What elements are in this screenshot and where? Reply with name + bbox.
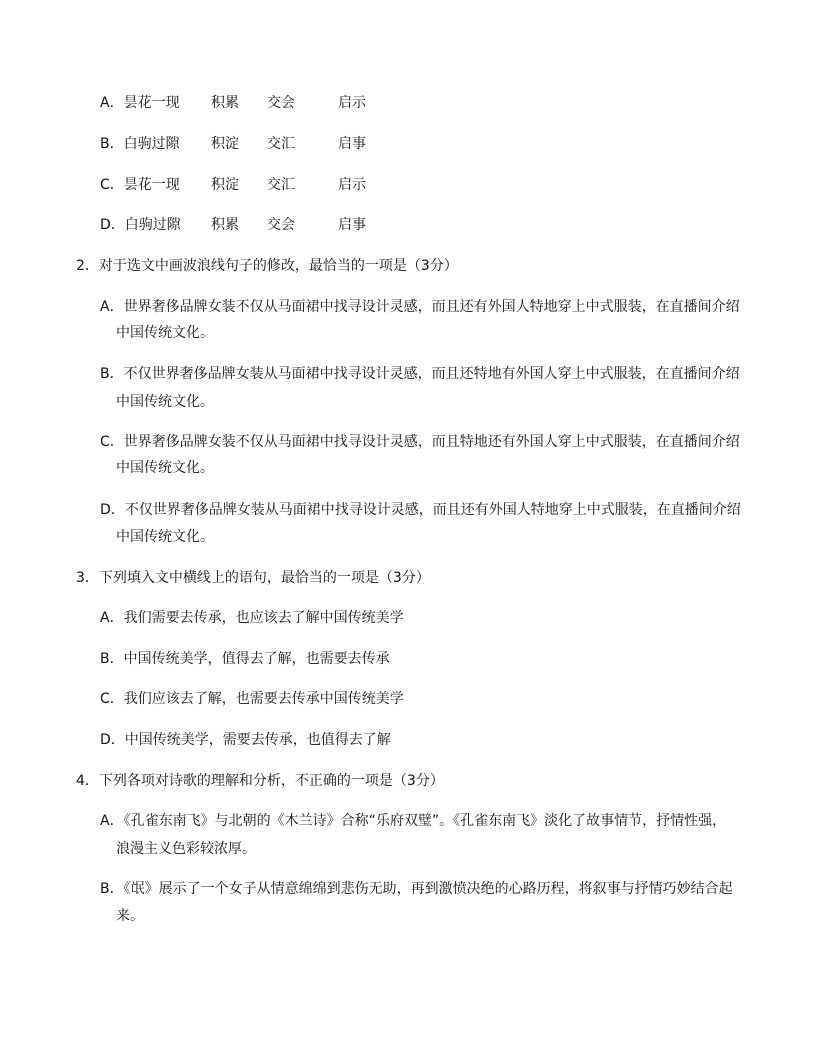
question-stem: 3．下列填入文中横线上的语句，最恰当的一项是（3分） xyxy=(76,570,430,586)
option-word: 交会 xyxy=(267,95,295,111)
q3-option-d: D．中国传统美学，需要去传承，也值得去了解 xyxy=(100,732,391,748)
option-label: D．白驹过隙 xyxy=(100,217,181,233)
q2-option-d: D．不仅世界奢侈品牌女装从马面裙中找寻设计灵感，而且还有外国人特地穿上中式服装，在直播间介绍 xyxy=(100,502,741,518)
option-word: 积累 xyxy=(211,95,239,111)
q2-option-b-cont: 中国传统文化。 xyxy=(116,394,214,410)
q2-option-a: A．世界奢侈品牌女装不仅从马面裙中找寻设计灵感，而且还有外国人特地穿上中式服装，在直播间介绍 xyxy=(100,299,740,315)
question-stem: 4．下列各项对诗歌的理解和分析，不正确的一项是（3分） xyxy=(76,773,444,789)
option-word: 交汇 xyxy=(267,177,295,193)
option-word: 启事 xyxy=(338,217,366,233)
q3-option-b: B．中国传统美学，值得去了解，也需要去传承 xyxy=(100,651,390,667)
option-word: 积淀 xyxy=(211,177,239,193)
q4-option-a-cont: 浪漫主义色彩较浓厚。 xyxy=(116,841,256,857)
q2-option-a-cont: 中国传统文化。 xyxy=(116,325,214,341)
option-word: 启事 xyxy=(338,136,366,152)
q2-option-c: C．世界奢侈品牌女装不仅从马面裙中找寻设计灵感，而且特地还有外国人穿上中式服装，在直播间介绍 xyxy=(100,434,740,450)
q4-option-a: A．《孔雀东南飞》与北朝的《木兰诗》合称“乐府双璧”。《孔雀东南飞》淡化了故事情节，抒情性强， xyxy=(100,813,727,829)
option-word: 交会 xyxy=(267,217,295,233)
question-stem: 2．对于选文中画波浪线句子的修改，最恰当的一项是（3分） xyxy=(76,258,458,274)
option-word: 启示 xyxy=(338,95,366,111)
option-label: A．昙花一现 xyxy=(100,95,180,111)
q2-option-d-cont: 中国传统文化。 xyxy=(116,529,214,545)
q4-option-b: B．《氓》展示了一个女子从情意绵绵到悲伤无助，再到激愤决绝的心路历程，将叙事与抒情巧妙结合起 xyxy=(100,881,733,897)
option-word: 启示 xyxy=(338,177,366,193)
option-label: B．白驹过隙 xyxy=(100,136,180,152)
q4-option-b-cont: 来。 xyxy=(116,908,144,924)
q2-option-b: B．不仅世界奢侈品牌女装从马面裙中找寻设计灵感，而且还特地有外国人穿上中式服装，在直播间介绍 xyxy=(100,366,740,382)
q2-option-c-cont: 中国传统文化。 xyxy=(116,460,214,476)
option-label: C．昙花一现 xyxy=(100,177,180,193)
q3-option-a: A．我们需要去传承，也应该去了解中国传统美学 xyxy=(100,610,404,626)
option-word: 交汇 xyxy=(267,136,295,152)
option-word: 积累 xyxy=(211,217,239,233)
q3-option-c: C．我们应该去了解，也需要去传承中国传统美学 xyxy=(100,691,404,707)
option-word: 积淀 xyxy=(211,136,239,152)
